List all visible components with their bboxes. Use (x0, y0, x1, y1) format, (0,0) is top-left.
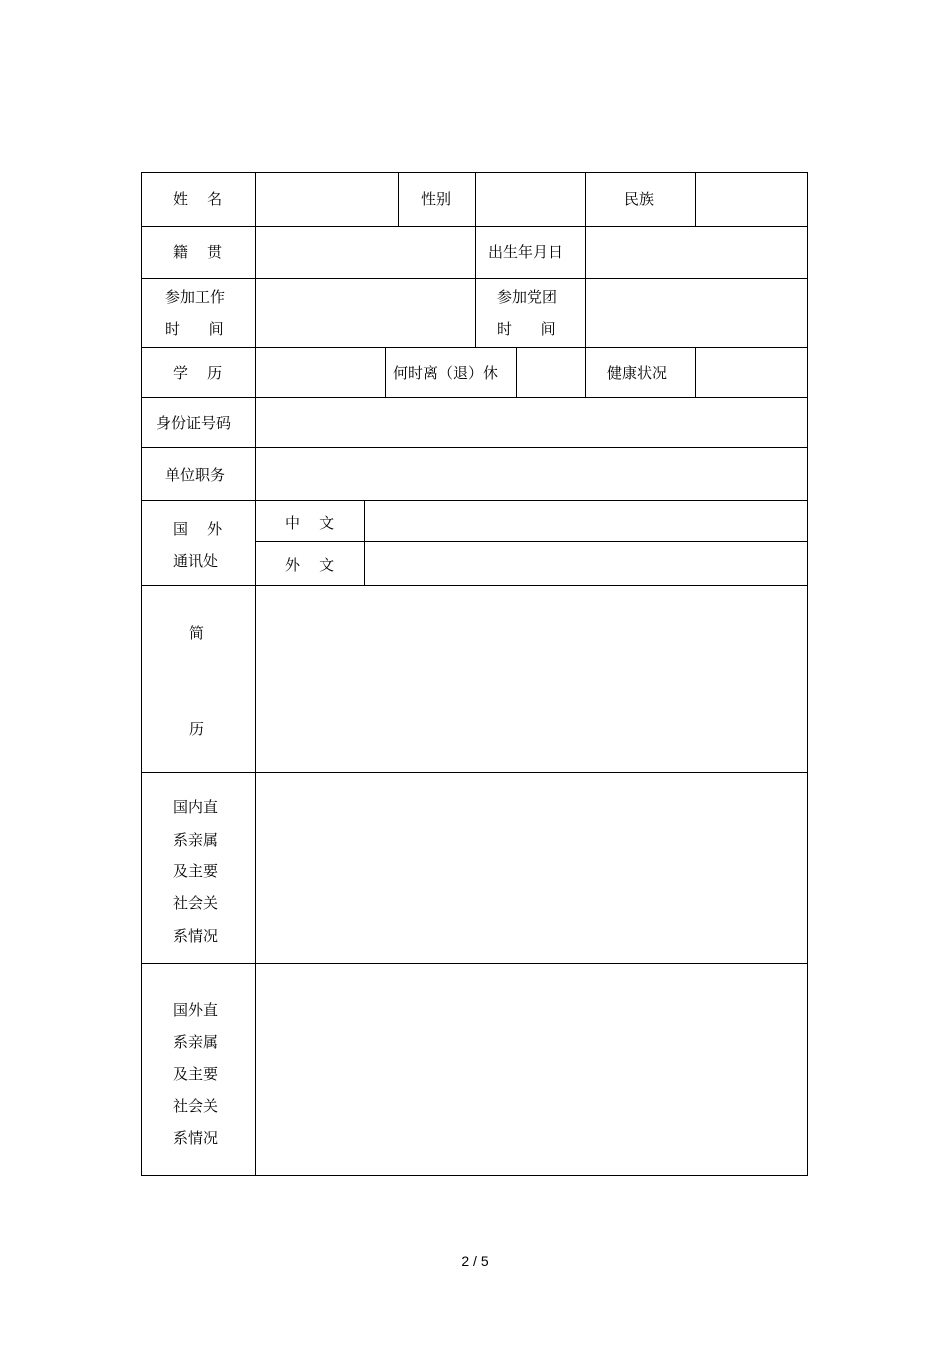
overseas-relatives-label-line1: 国外直 (173, 1001, 219, 1019)
domestic-relatives-label-line5: 系情况 (173, 927, 219, 945)
health-label: 健康状况 (607, 364, 668, 382)
foreign-address-label-line2: 通讯处 (173, 552, 219, 570)
foreign-address-label-line1: 国 外 (173, 520, 223, 538)
party-join-field[interactable] (586, 279, 807, 347)
column-divider (385, 347, 386, 397)
id-number-field[interactable] (256, 398, 807, 447)
overseas-relatives-field[interactable] (256, 964, 807, 1175)
health-field[interactable] (696, 348, 807, 397)
retire-field[interactable] (517, 348, 585, 397)
work-start-field[interactable] (256, 279, 475, 347)
chinese-address-label: 中 文 (285, 514, 335, 532)
native-place-field[interactable] (256, 227, 475, 278)
birth-date-label: 出生年月日 (488, 243, 564, 261)
name-field[interactable] (256, 173, 398, 226)
resume-field[interactable] (256, 586, 807, 772)
birth-date-field[interactable] (586, 227, 807, 278)
personal-info-form (141, 172, 808, 1176)
page-number: 2 / 5 (461, 1253, 489, 1269)
foreign-lang-address-field[interactable] (365, 542, 807, 585)
foreign-lang-address-label: 外 文 (285, 556, 335, 574)
overseas-relatives-label-line5: 系情况 (173, 1129, 219, 1147)
retire-label: 何时离（退）休 (393, 364, 499, 382)
work-start-label-line2: 时 间 (165, 320, 224, 338)
column-divider (398, 173, 399, 226)
ethnicity-label: 民族 (624, 190, 655, 208)
gender-label: 性别 (421, 190, 452, 208)
column-divider (475, 226, 476, 347)
column-divider (585, 347, 586, 397)
domestic-relatives-label-line1: 国内直 (173, 798, 219, 816)
overseas-relatives-label-line3: 及主要 (173, 1065, 219, 1083)
overseas-relatives-label-line4: 社会关 (173, 1097, 219, 1115)
native-place-label: 籍 贯 (173, 243, 223, 261)
ethnicity-field[interactable] (696, 173, 807, 226)
education-label: 学 历 (173, 364, 223, 382)
domestic-relatives-field[interactable] (256, 773, 807, 963)
resume-label-bottom: 历 (189, 720, 205, 738)
chinese-address-field[interactable] (365, 501, 807, 541)
column-divider (585, 173, 586, 226)
domestic-relatives-label-line2: 系亲属 (173, 831, 219, 849)
party-join-label-line1: 参加党团 (497, 288, 558, 306)
id-number-label: 身份证号码 (156, 414, 232, 432)
position-label: 单位职务 (165, 466, 226, 484)
resume-label-top: 简 (189, 624, 205, 642)
domestic-relatives-label-line4: 社会关 (173, 894, 219, 912)
party-join-label-line2: 时 间 (497, 320, 556, 338)
position-field[interactable] (256, 448, 807, 500)
work-start-label-line1: 参加工作 (165, 288, 226, 306)
education-field[interactable] (256, 348, 385, 397)
name-label: 姓 名 (173, 190, 223, 208)
domestic-relatives-label-line3: 及主要 (173, 862, 219, 880)
gender-field[interactable] (476, 173, 585, 226)
overseas-relatives-label-line2: 系亲属 (173, 1033, 219, 1051)
